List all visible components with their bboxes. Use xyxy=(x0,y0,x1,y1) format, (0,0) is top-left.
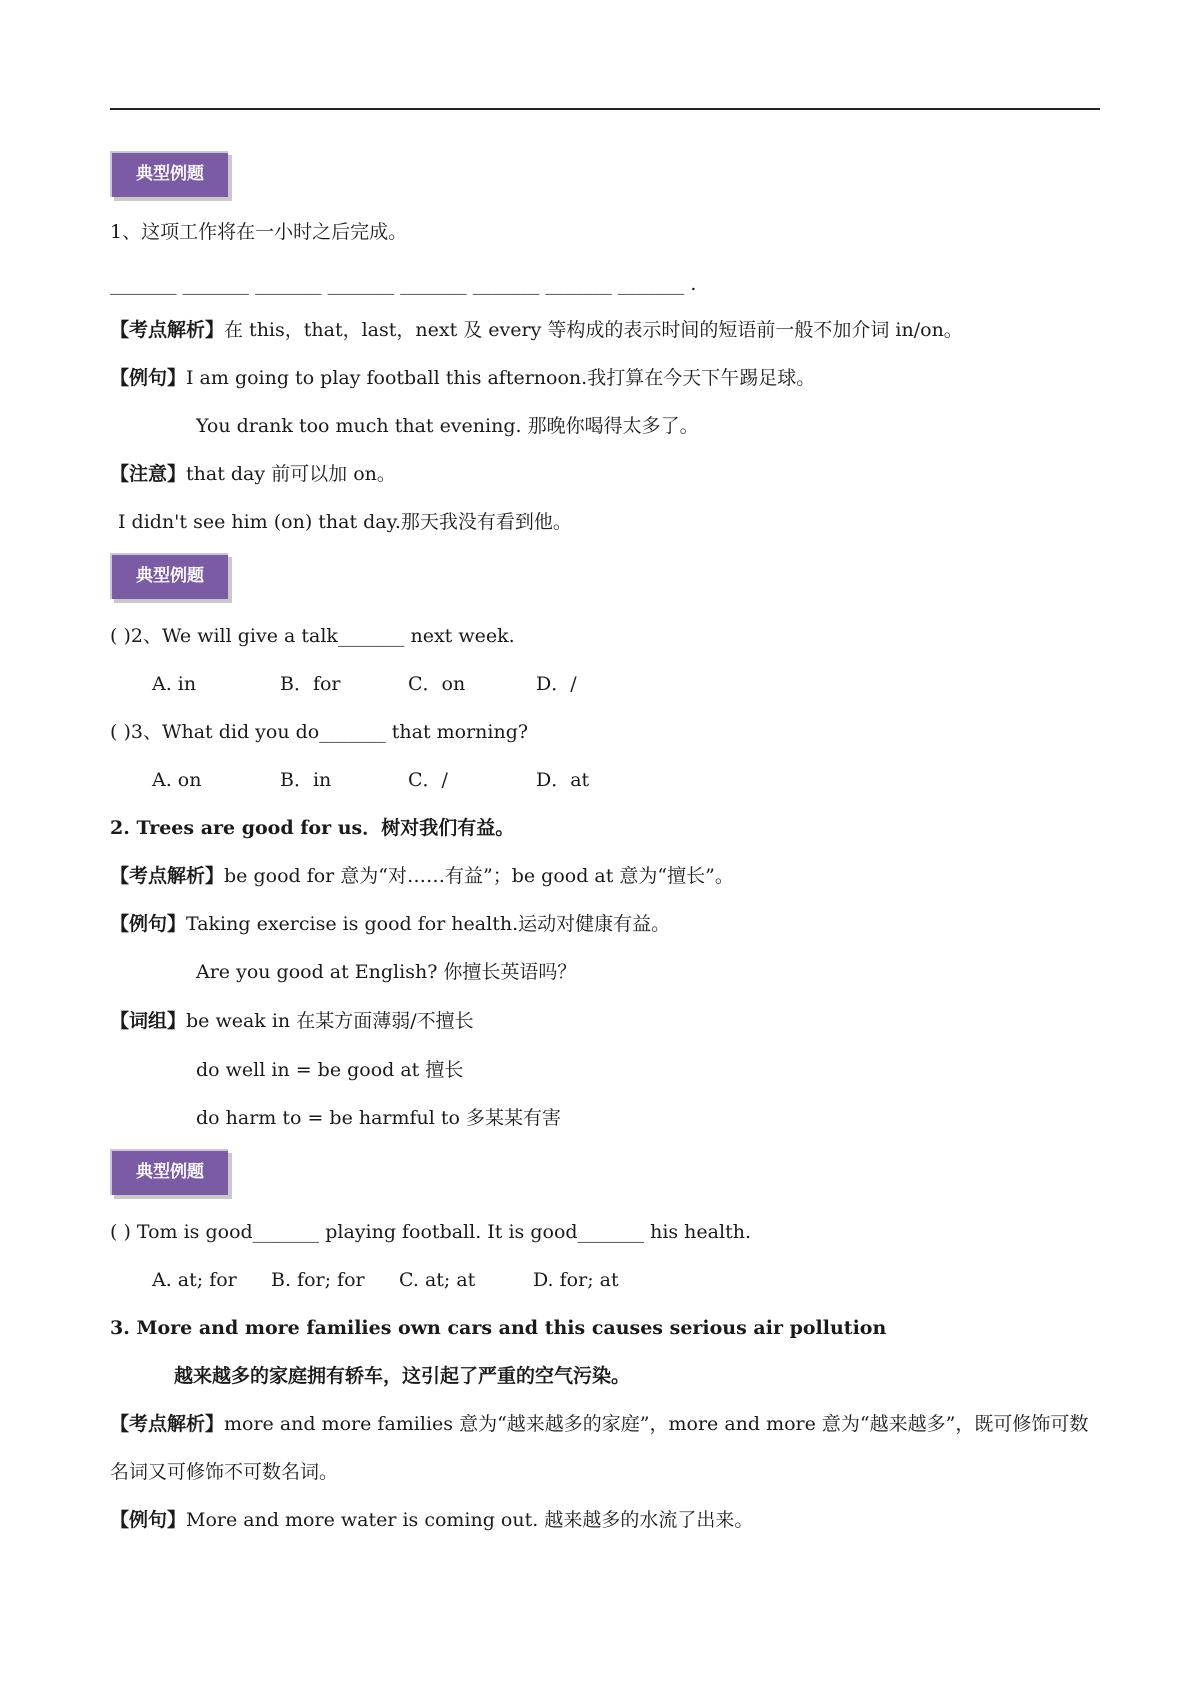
option-d: D．/ xyxy=(536,673,577,695)
option-a: A. in xyxy=(152,673,197,695)
example-2: You drank too much that evening. 那晚你喝得太多了。 xyxy=(196,415,699,437)
analysis-tag: 【考点解析】 xyxy=(110,319,225,341)
example-tag: 【例句】 xyxy=(110,1509,187,1531)
option-d: D. for; at xyxy=(533,1269,619,1291)
phrase-text: be weak in 在某方面薄弱/不擅长 xyxy=(186,1010,474,1032)
example-5 xyxy=(110,1507,753,1533)
analysis-text: 在 this，that，last，next 及 every 等构成的表示时间的短语前一般不加介词 in/on。 xyxy=(224,319,963,341)
section-3-heading: 3. More and more families own cars and this causes serious air pollution xyxy=(110,1317,887,1339)
analysis-3 xyxy=(110,1411,1088,1437)
option-c: C. at; at xyxy=(399,1269,476,1291)
option-b: B．in xyxy=(280,769,332,791)
question-2-options xyxy=(152,671,577,697)
analysis-tag: 【考点解析】 xyxy=(110,865,225,887)
phrase-tag: 【词组】 xyxy=(110,1010,187,1032)
analysis-1 xyxy=(110,317,963,343)
section-2-heading: 2. Trees are good for us．树对我们有益。 xyxy=(110,817,515,839)
note-tag: 【注意】 xyxy=(110,463,187,485)
phrase-1 xyxy=(110,1008,474,1034)
option-a: A. at; for xyxy=(152,1269,237,1291)
example-1 xyxy=(110,365,815,391)
analysis-text: be good for 意为“对……有益”；be good at 意为“擅长”。 xyxy=(224,865,734,887)
example-tag: 【例句】 xyxy=(110,367,187,389)
phrase-2: do well in = be good at 擅长 xyxy=(196,1059,464,1081)
answer-blanks: _______ _______ _______ _______ _______ _______ _______ _______ . xyxy=(110,273,697,295)
example-3 xyxy=(110,911,670,937)
option-b: B. for; for xyxy=(271,1269,365,1291)
option-c: C．/ xyxy=(408,769,448,791)
question-1: 1、这项工作将在一小时之后完成。 xyxy=(110,221,408,243)
example-badge: 典型例题 xyxy=(110,553,228,599)
option-b: B．for xyxy=(280,673,341,695)
section-3-heading-cn: 越来越多的家庭拥有轿车，这引起了严重的空气污染。 xyxy=(174,1365,631,1387)
example-badge: 典型例题 xyxy=(110,1149,228,1195)
example-text: Taking exercise is good for health.运动对健康有益。 xyxy=(186,913,671,935)
example-text: I am going to play football this afternoon.我打算在今天下午踢足球。 xyxy=(186,367,816,389)
header-rule xyxy=(110,108,1100,110)
question-3-options xyxy=(152,767,589,793)
option-c: C．on xyxy=(408,673,466,695)
note xyxy=(110,461,396,487)
example-4: Are you good at English? 你擅长英语吗？ xyxy=(196,961,577,983)
example-text: More and more water is coming out. 越来越多的水流了出来。 xyxy=(186,1509,754,1531)
analysis-2 xyxy=(110,863,734,889)
option-a: A. on xyxy=(152,769,202,791)
note-example: I didn't see him (on) that day.那天我没有看到他。 xyxy=(118,511,572,533)
analysis-text: more and more families 意为“越来越多的家庭”，more and more 意为“越来越多”，既可修饰可数 xyxy=(224,1413,1089,1435)
option-d: D．at xyxy=(536,769,590,791)
question-4: ( ) Tom is good_______ playing football. It is good_______ his health. xyxy=(110,1221,751,1243)
question-3: ( )3、What did you do_______ that morning? xyxy=(110,721,529,743)
note-text: that day 前可以加 on。 xyxy=(186,463,396,485)
question-4-options xyxy=(152,1267,619,1293)
question-2: ( )2、We will give a talk_______ next week. xyxy=(110,625,515,647)
phrase-3: do harm to = be harmful to 多某某有害 xyxy=(196,1107,562,1129)
analysis-3-cont: 名词又可修饰不可数名词。 xyxy=(110,1461,339,1483)
example-tag: 【例句】 xyxy=(110,913,187,935)
analysis-tag: 【考点解析】 xyxy=(110,1413,225,1435)
example-badge: 典型例题 xyxy=(110,151,228,197)
